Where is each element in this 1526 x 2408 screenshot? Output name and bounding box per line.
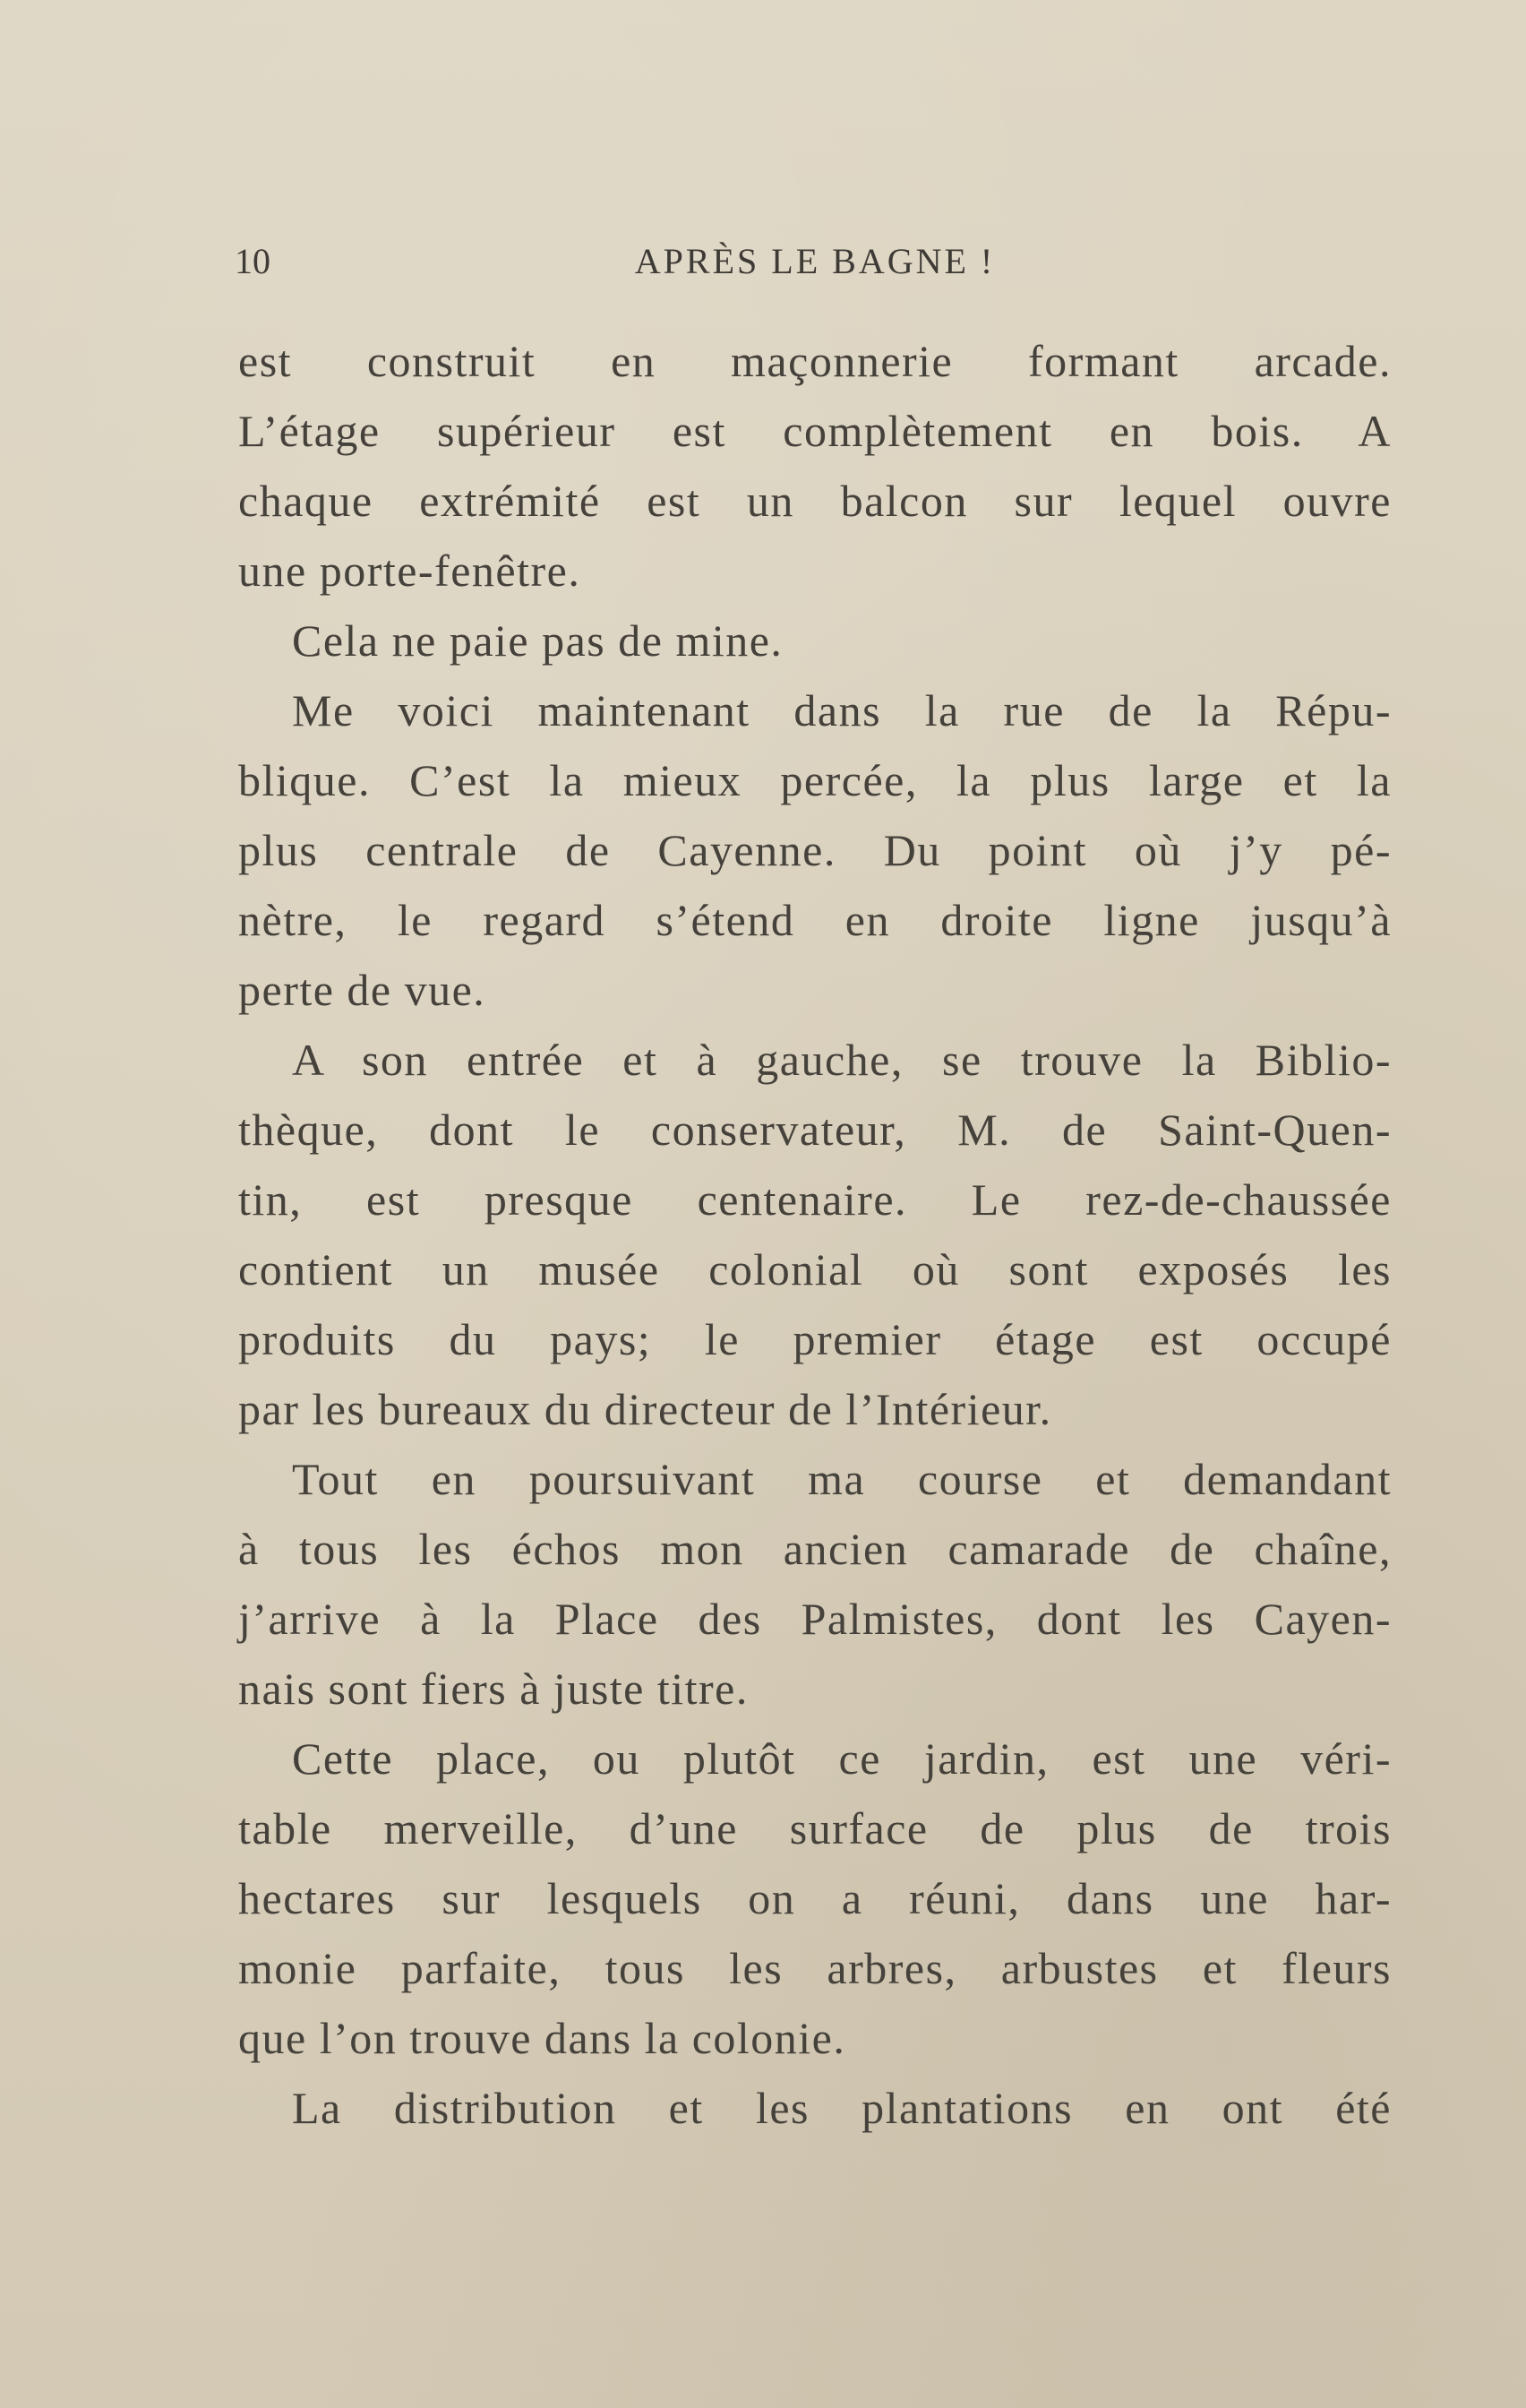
text-line: Me voici maintenant dans la rue de la Répu- [292,685,1392,735]
page-number: 10 [235,241,270,281]
text-line: Cette place, ou plutôt ce jardin, est une véri- [292,1733,1392,1784]
text-line: La distribution et les plantations en ont été [292,2083,1392,2133]
text-line: contient un musée colonial où sont exposés les [238,1244,1392,1294]
text-line: à tous les échos mon ancien camarade de chaîne, [238,1524,1392,1574]
text-line: nais sont fiers à juste titre. [238,1664,749,1714]
text-line: A son entrée et à gauche, se trouve la Biblio- [292,1035,1392,1085]
text-line: hectares sur lesquels on a réuni, dans une har- [238,1873,1392,1923]
text-line: une porte-fenêtre. [238,546,581,596]
text-line: Cela ne paie pas de mine. [292,615,784,666]
text-line: produits du pays; le premier étage est occupé [238,1314,1392,1364]
text-line: chaque extrémité est un balcon sur lequel ouvre [238,476,1392,526]
text-line: Tout en poursuivant ma course et demandant [292,1454,1392,1504]
running-title: APRÈS LE BAGNE ! [634,241,996,281]
text-line: thèque, dont le conservateur, M. de Saint-Quen- [238,1105,1392,1155]
page-header [235,235,1395,288]
text-line: nètre, le regard s’étend en droite ligne jusqu’à [238,895,1392,945]
text-line: perte de vue. [238,965,486,1015]
text-line: L’étage supérieur est complètement en bois. A [238,406,1392,456]
body-text [238,326,1392,2143]
text-line: monie parfaite, tous les arbres, arbustes et fleurs [238,1943,1392,1993]
text-line: blique. C’est la mieux percée, la plus large et la [238,755,1392,805]
text-line: table merveille, d’une surface de plus de trois [238,1803,1392,1853]
text-line: plus centrale de Cayenne. Du point où j’y pé- [238,825,1392,875]
text-line: tin, est presque centenaire. Le rez-de-chaussée [238,1174,1392,1225]
text-line: que l’on trouve dans la colonie. [238,2013,846,2063]
text-line: par les bureaux du directeur de l’Intérieur. [238,1384,1052,1434]
text-line: j’arrive à la Place des Palmistes, dont les Cayen- [238,1594,1392,1644]
text-line: est construit en maçonnerie formant arcade. [238,336,1392,386]
